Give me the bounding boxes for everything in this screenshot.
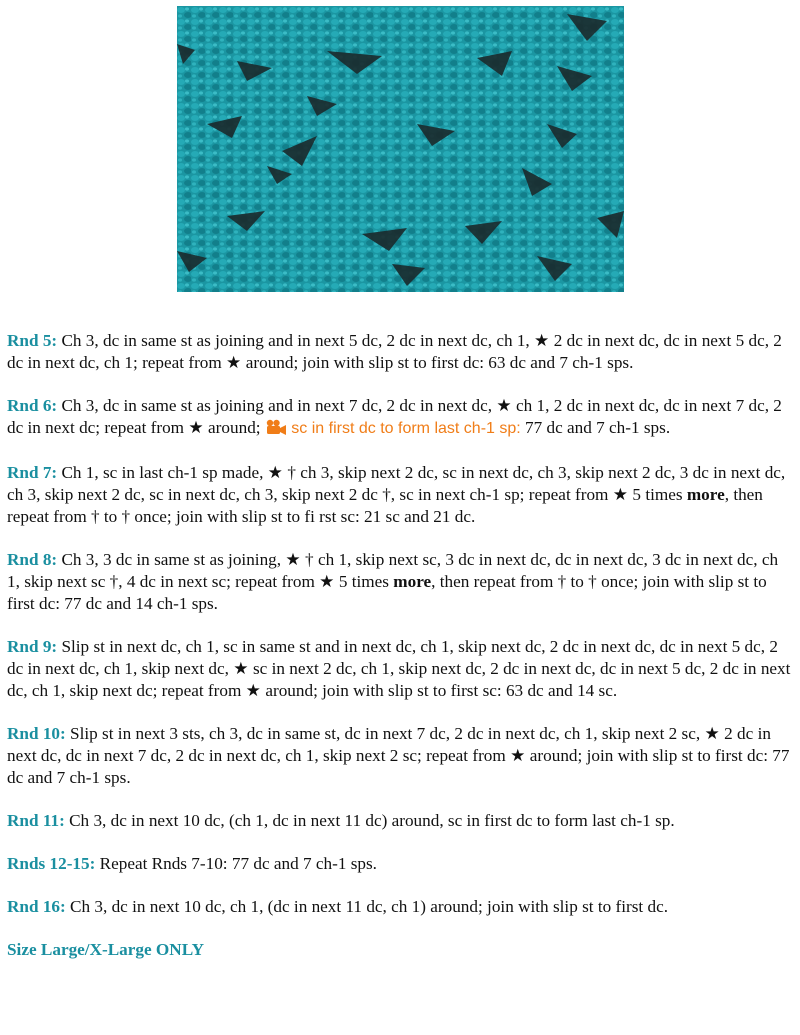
round-6 bbox=[7, 395, 795, 441]
round-text: Ch 3, dc in same st as joining and in next 7 dc, 2 dc in next dc, ★ ch 1, 2 dc in next dc, dc in next 7 dc, 2 dc in next dc; repeat from ★ around; bbox=[7, 396, 782, 437]
round-label: Rnd 11: bbox=[7, 811, 65, 830]
round-text: , then repeat from † to † once; join with slip st to fi rst sc: 21 sc and 21 dc. bbox=[7, 485, 763, 526]
round-label: Rnd 9: bbox=[7, 637, 58, 656]
round-label: Rnd 10: bbox=[7, 724, 66, 743]
round-label: Rnds 12-15: bbox=[7, 854, 96, 873]
round-text: Ch 3, dc in same st as joining and in next 5 dc, 2 dc in next dc, ch 1, ★ 2 dc in next dc, dc in next 5 dc, 2 dc in next dc, ch 1; repeat from ★ around; join with slip st to first dc: 63 dc and 7 ch-1 sps. bbox=[7, 331, 782, 372]
round-11 bbox=[7, 810, 795, 832]
round-text: Ch 3, dc in next 10 dc, (ch 1, dc in next 11 dc) around, sc in first dc to form last ch-1 sp. bbox=[64, 811, 675, 830]
round-label: Rnd 8: bbox=[7, 550, 58, 569]
size-heading: Size Large/X-Large ONLY bbox=[7, 940, 204, 959]
round-text: Ch 3, 3 dc in same st as joining, ★ † ch 1, skip next sc, 3 dc in next dc, dc in next dc, 3 dc in next dc, ch 1, skip next sc †, 4 dc in next sc; repeat from ★ 5 times bbox=[7, 550, 779, 591]
round-text: Ch 1, sc in last ch-1 sp made, ★ † ch 3, skip next 2 dc, sc in next dc, ch 3, skip next 2 dc, 3 dc in next dc, ch 3, skip next 2 dc, sc in next dc, ch 3, skip next 2 dc †, sc in next ch-1 sp; repeat from ★ 5 times bbox=[7, 463, 786, 504]
pattern-instructions bbox=[7, 330, 795, 961]
round-label: Rnd 16: bbox=[7, 897, 66, 916]
crochet-swatch-photo bbox=[177, 6, 624, 292]
round-label: Rnd 7: bbox=[7, 463, 58, 482]
round-text: Slip st in next 3 sts, ch 3, dc in same st, dc in next 7 dc, 2 dc in next dc, ch 1, skip next 2 sc, ★ 2 dc in next dc, dc in next 7 dc, 2 dc in next dc, ch 1, skip next 2 sc; repeat from ★ around; join with slip st to first dc: 77 dc and 7 ch-1 sps. bbox=[7, 724, 790, 787]
round-7 bbox=[7, 462, 795, 528]
round-label: Rnd 5: bbox=[7, 331, 58, 350]
round-label: Rnd 6: bbox=[7, 396, 58, 415]
round-text: 77 dc and 7 ch-1 sps. bbox=[520, 418, 671, 437]
round-text: Repeat Rnds 7-10: 77 dc and 7 ch-1 sps. bbox=[95, 854, 377, 873]
video-tip-link[interactable]: sc in first dc to form last ch-1 sp: bbox=[286, 420, 521, 437]
crochet-swatch-image bbox=[177, 6, 624, 292]
emphasis-more: more bbox=[686, 485, 725, 504]
emphasis-more: more bbox=[393, 572, 432, 591]
round-8 bbox=[7, 549, 795, 615]
round-16 bbox=[7, 896, 795, 918]
round-9 bbox=[7, 636, 795, 702]
round-10 bbox=[7, 723, 795, 789]
round-text: Ch 3, dc in next 10 dc, ch 1, (dc in next 11 dc, ch 1) around; join with slip st to first dc. bbox=[65, 897, 669, 916]
round-text: , then repeat from † to † once; join with slip st to first dc: 77 dc and 14 ch-1 sps. bbox=[7, 572, 767, 613]
round-text: Slip st in next dc, ch 1, sc in same st and in next dc, ch 1, skip next dc, 2 dc in next dc, dc in next 5 dc, 2 dc in next dc, ch 1, skip next dc, ★ sc in next 2 dc, ch 1, skip next dc, 2 dc in next dc, dc in next 5 dc, 2 dc in next dc, ch 1, skip next dc; repeat from ★ around; join with slip st to first sc: 63 dc and 14 sc. bbox=[7, 637, 791, 700]
rounds-12-15 bbox=[7, 853, 795, 875]
round-5 bbox=[7, 330, 795, 374]
video-camera-icon[interactable] bbox=[265, 419, 287, 441]
